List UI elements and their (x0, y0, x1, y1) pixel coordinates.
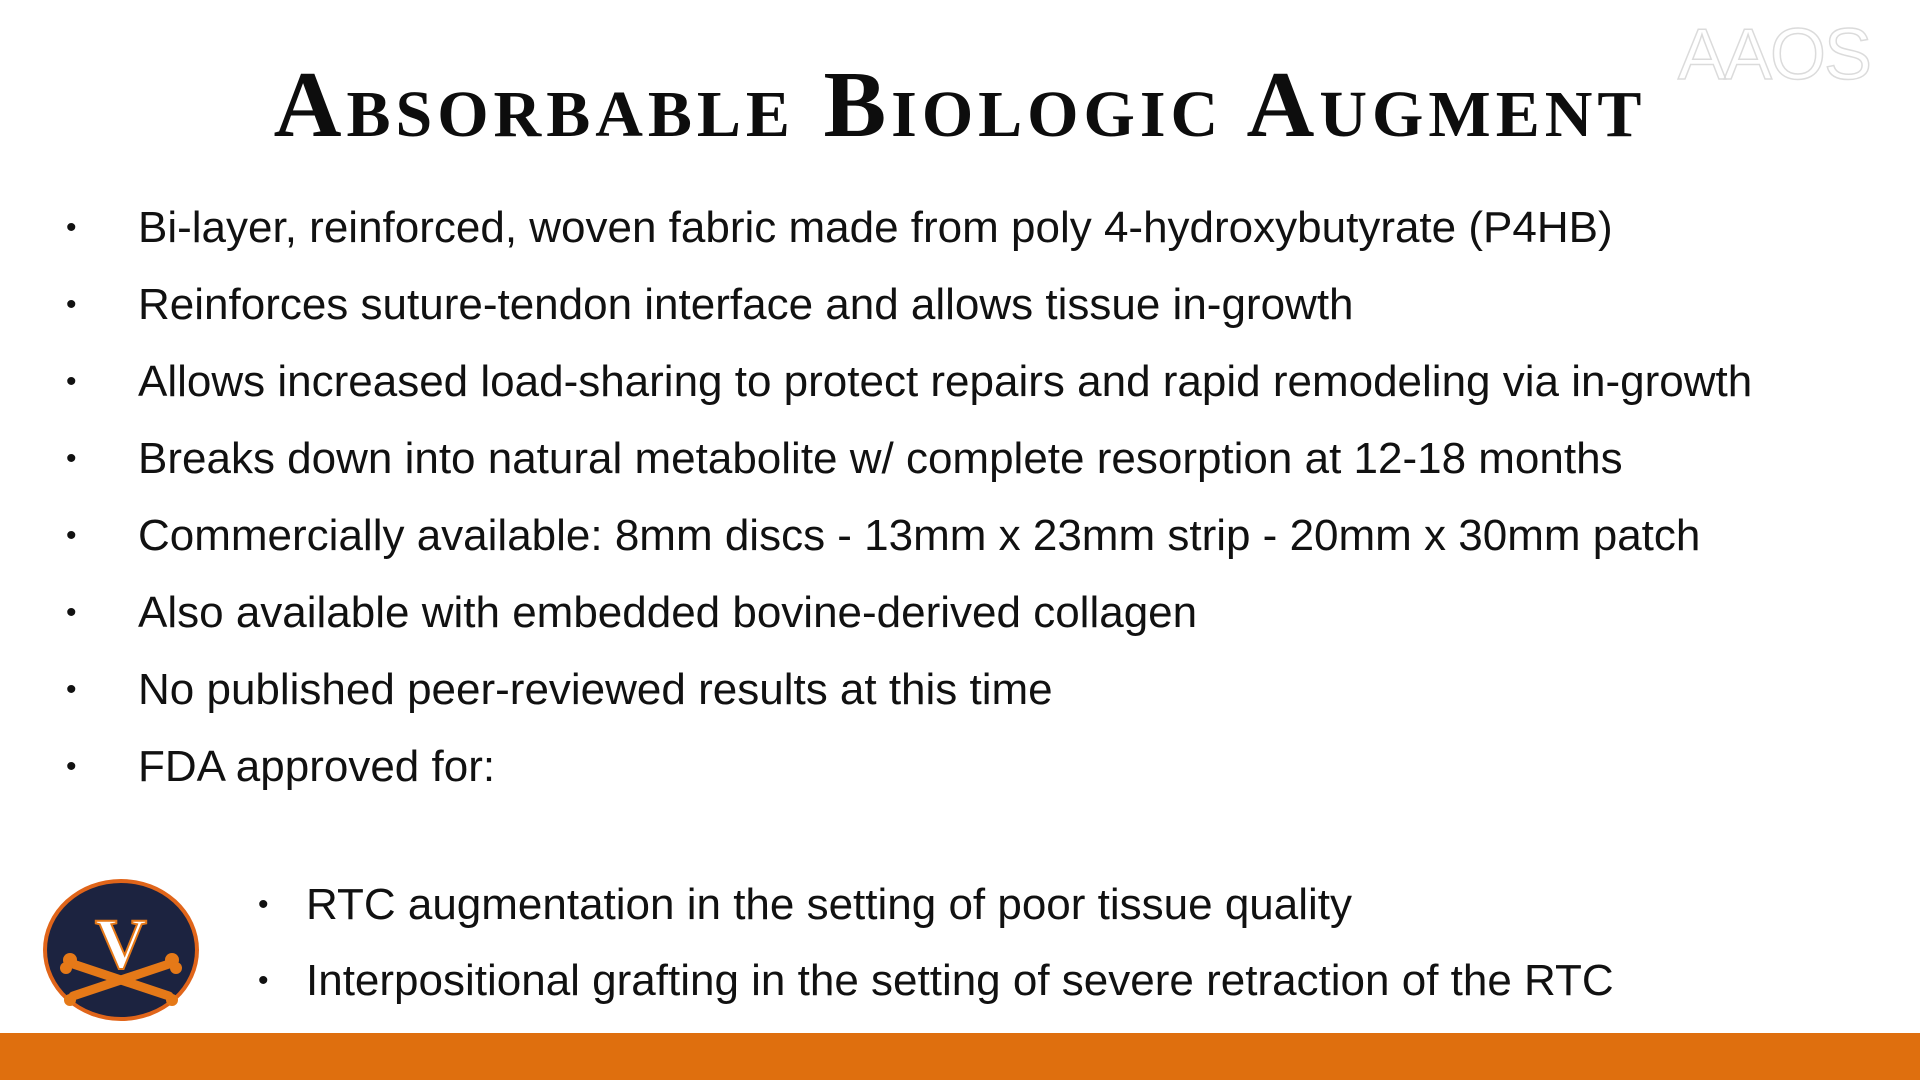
sub-bullet-text: Interpositional grafting in the setting of severe retraction of the RTC (306, 956, 1614, 1005)
bullet-dot-icon: • (66, 288, 77, 321)
bullet-dot-icon: • (66, 519, 77, 552)
bullet-dot-icon: • (66, 211, 77, 244)
bullet-dot-icon: • (66, 365, 77, 398)
bullet-text: Reinforces suture-tendon interface and allows tissue in-growth (138, 280, 1354, 329)
bullet-item (66, 427, 1876, 490)
sub-bullet-list (258, 873, 1614, 1025)
bullet-item (66, 350, 1876, 413)
bullet-item (66, 273, 1876, 336)
uva-logo-icon (40, 876, 202, 1024)
aaos-watermark: AAOS (1677, 15, 1870, 95)
bullet-list (66, 196, 1876, 812)
bullet-item (66, 735, 1876, 798)
bullet-text: No published peer-reviewed results at this time (138, 665, 1053, 714)
sub-bullet-text: RTC augmentation in the setting of poor tissue quality (306, 880, 1353, 929)
bullet-text: Commercially available: 8mm discs - 13mm x 23mm strip - 20mm x 30mm patch (138, 511, 1701, 560)
bullet-item (66, 196, 1876, 259)
sub-bullet-item (258, 873, 1614, 936)
bullet-dot-icon: • (66, 442, 77, 475)
footer-bar (0, 1033, 1920, 1080)
sub-bullet-item (258, 949, 1614, 1012)
bullet-text: Also available with embedded bovine-derived collagen (138, 588, 1198, 637)
bullet-dot-icon: • (66, 750, 77, 783)
logo-letter: V (95, 904, 147, 984)
bullet-item (66, 658, 1876, 721)
bullet-text: FDA approved for: (138, 742, 496, 791)
bullet-dot-icon: • (66, 596, 77, 629)
bullet-dot-icon: • (258, 964, 269, 997)
bullet-text: Breaks down into natural metabolite w/ complete resorption at 12-18 months (138, 434, 1623, 483)
bullet-dot-icon: • (258, 888, 269, 921)
slide-title: Absorbable Biologic Augment (273, 53, 1647, 157)
bullet-item (66, 504, 1876, 567)
bullet-dot-icon: • (66, 673, 77, 706)
bullet-item (66, 581, 1876, 644)
bullet-text: Bi-layer, reinforced, woven fabric made from poly 4-hydroxybutyrate (P4HB) (138, 203, 1613, 252)
bullet-text: Allows increased load-sharing to protect repairs and rapid remodeling via in-growth (138, 357, 1753, 406)
